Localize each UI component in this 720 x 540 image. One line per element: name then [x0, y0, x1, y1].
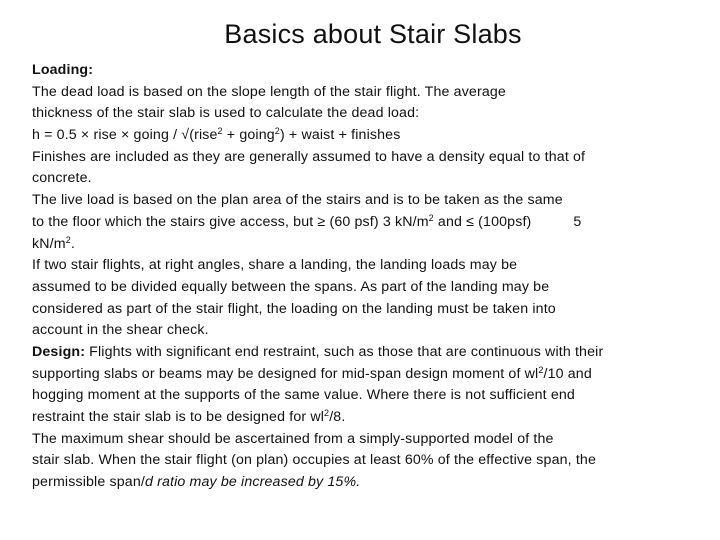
slide-title: Basics about Stair Slabs [224, 19, 522, 49]
text-line: The dead load is based on the slope length of the stair flight. The average [32, 83, 506, 100]
loading-heading: Loading: [32, 62, 94, 78]
live-load-line [32, 212, 702, 234]
formula-part: + going [222, 127, 275, 144]
text-line: Finishes are included as they are generally assumed to have a density equal to that of [32, 148, 586, 165]
formula-superscript: 2 [217, 126, 223, 137]
text-part: restraint the stair slab is to be designed for wl [32, 409, 325, 425]
superscript: 2 [428, 212, 434, 223]
design-heading: Design: [32, 343, 86, 360]
design-line [32, 342, 702, 364]
text-part: kN/m [32, 235, 66, 252]
text-line: concrete. [32, 170, 92, 187]
text-line: thickness of the stair slab is used to calculate the dead load: [32, 105, 420, 122]
formula-superscript: 2 [274, 126, 280, 137]
text-line: The maximum shear should be ascertained from a simply-supported model of the [32, 430, 554, 447]
text-part: Flights with significant end restraint, such as those that are continuous with their [85, 343, 604, 360]
text-part: . [70, 235, 75, 252]
text-line: stair slab. When the stair flight (on plan) occupies at least 60% of the effective span, the [32, 452, 597, 469]
moment-line [32, 364, 702, 386]
text-part: permissible span/ [32, 474, 145, 491]
text-part: /10 and [543, 365, 592, 382]
formula-part: ) + waist + finishes [279, 127, 401, 144]
text-line: hogging moment at the supports of the same value. Where there is not sufficient end [32, 387, 575, 404]
text-line: If two stair flights, at right angles, share a landing, the landing loads may be [32, 257, 518, 274]
restraint-line [32, 407, 702, 429]
text-part: 5 [573, 213, 582, 230]
text-part: /8. [329, 409, 346, 425]
text-line: considered as part of the stair flight, the loading on the landing must be taken into [32, 300, 556, 317]
superscript: 2 [65, 234, 71, 245]
superscript: 2 [538, 364, 544, 375]
superscript: 2 [324, 408, 330, 418]
slide-body [32, 60, 702, 494]
formula-part: h = 0.5 × rise × going / √(rise [32, 127, 218, 144]
text-line: account in the shear check. [32, 322, 209, 339]
text-part: to the floor which the stairs give access, but ≥ (60 psf) 3 kN/m [32, 213, 429, 230]
text-line: The live load is based on the plan area of the stairs and is to be taken as the same [32, 192, 563, 209]
text-line: assumed to be divided equally between the spans. As part of the landing may be [32, 278, 550, 295]
live-load-unit-line [32, 234, 702, 256]
dead-load-formula [32, 125, 702, 147]
text-part: supporting slabs or beams may be designed for mid-span design moment of wl [32, 365, 539, 382]
text-part: and ≤ (100psf) [433, 213, 532, 230]
text-part: d ratio may be increased by 15%. [144, 474, 361, 491]
span-ratio-line [32, 472, 702, 494]
